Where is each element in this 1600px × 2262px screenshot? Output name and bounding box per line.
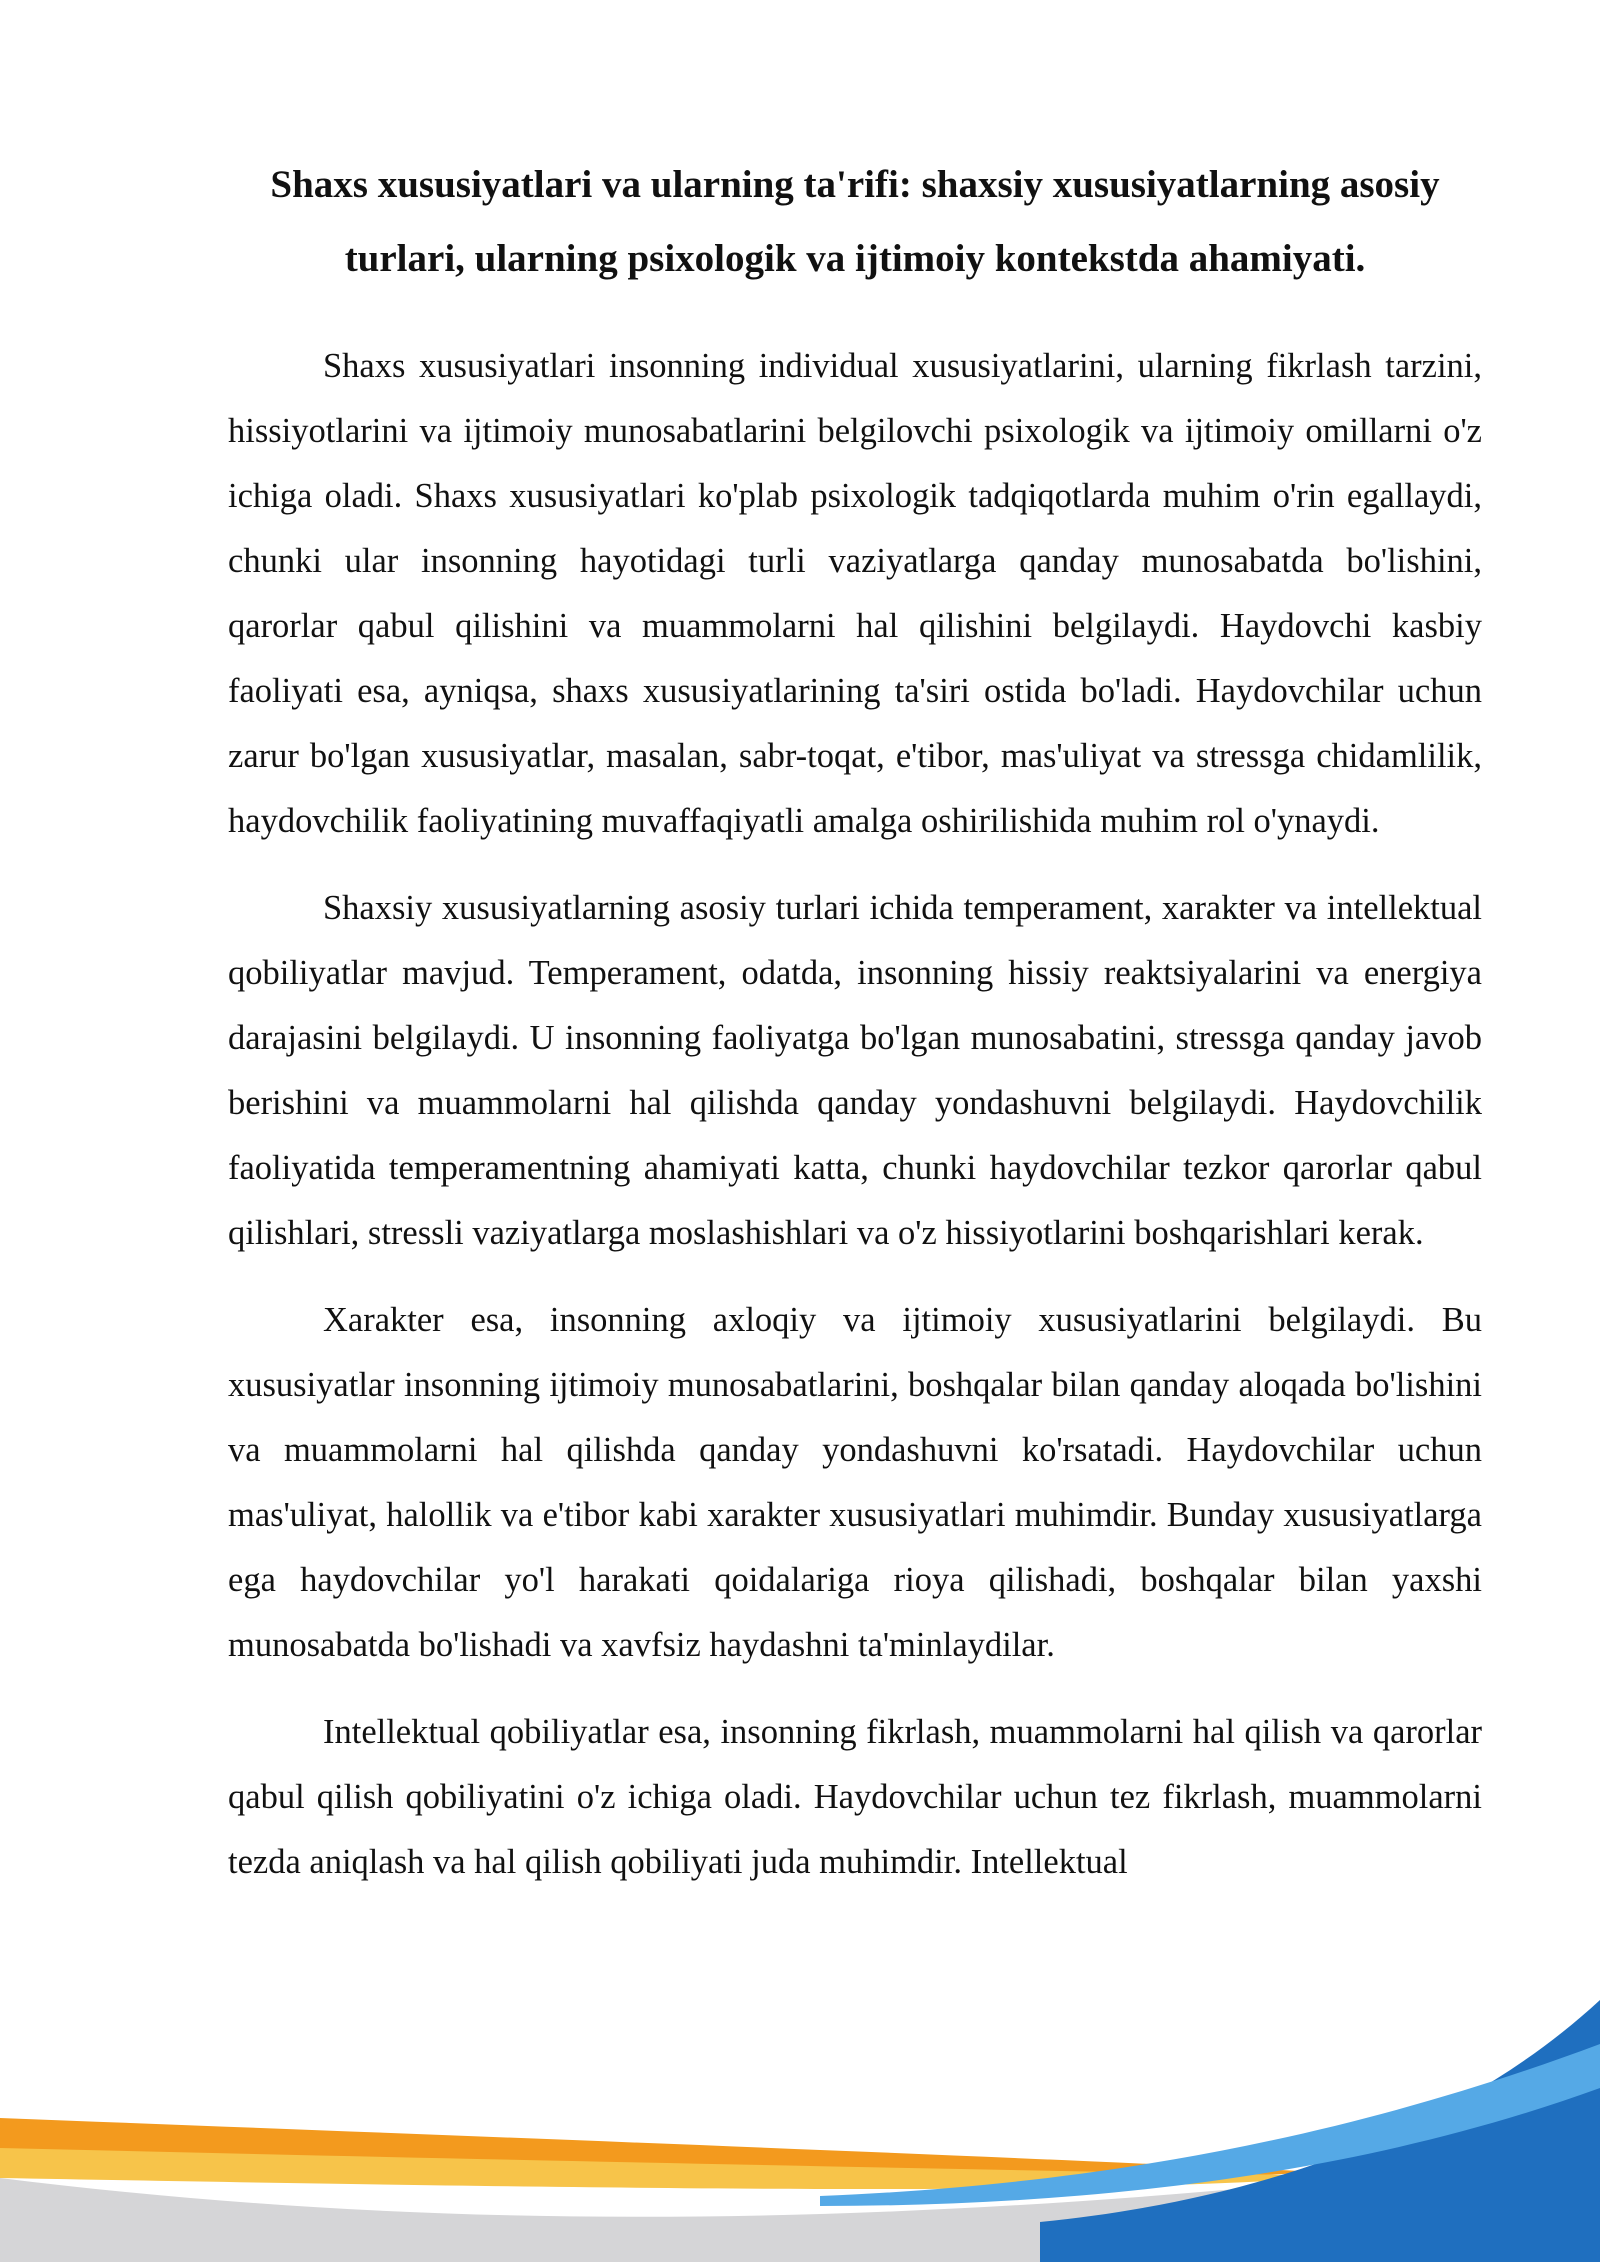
paragraph-4: Intellektual qobiliyatlar esa, insonning fikrlash, muammolarni hal qilish va qarorlar qabul qilish qobiliyatini o'z ichiga oladi. Haydovchilar uchun tez fikrlash, muammolarni tezda aniqlash va hal qilish qobiliyati juda muhimdir. Intellektual [228, 1713, 1482, 1881]
page-content [228, 148, 1482, 1917]
paragraph-2: Shaxsiy xususiyatlarning asosiy turlari ichida temperament, xarakter va intellektual qobiliyatlar mavjud. Temperament, odatda, insonning hissiy reaktsiyalarini va energiya darajasini belgilaydi. U insonning faoliyatga bo'lgan munosabatini, stressga qanday javob berishini va muammolarni hal qilishda qanday yondashuvni belgilaydi. Haydovchilik faoliyatida temperamentning ahamiyati katta, chunki haydovchilar tezkor qarorlar qabul qilishlari, stressli vaziyatlarga moslashishlari va o'z hissiyotlarini boshqarishlari kerak. [228, 889, 1482, 1252]
paragraph-3: Xarakter esa, insonning axloqiy va ijtimoiy xususiyatlarini belgilaydi. Bu xususiyatlar insonning ijtimoiy munosabatlarini, boshqalar bilan qanday aloqada bo'lishini va muammolarni hal qilishda qanday yondashuvni ko'rsatadi. Haydovchilar uchun mas'uliyat, halollik va e'tibor kabi xarakter xususiyatlari muhimdir. Bunday xususiyatlarga ega haydovchilar yo'l harakati qoidalariga rioya qilishadi, boshqalar bilan yaxshi munosabatda bo'lishadi va xavfsiz haydashni ta'minlaydilar. [228, 1301, 1482, 1664]
document-title: Shaxs xususiyatlari va ularning ta'rifi: shaxsiy xususiyatlarning asosiy turlari, ularning psixologik va ijtimoiy kontekstda ahamiyati. [270, 163, 1440, 280]
footer-wave-decoration [0, 2000, 1600, 2262]
paragraph-1: Shaxs xususiyatlari insonning individual xususiyatlarini, ularning fikrlash tarzini, hissiyotlarini va ijtimoiy munosabatlarini belgilovchi psixologik va ijtimoiy omillarni o'z ichiga oladi. Shaxs xususiyatlari ko'plab psixologik tadqiqotlarda muhim o'rin egallaydi, chunki ular insonning hayotidagi turli vaziyatlarga qanday munosabatda bo'lishini, qarorlar qabul qilishini va muammolarni hal qilishini belgilaydi. Haydovchi kasbiy faoliyati esa, ayniqsa, shaxs xususiyatlarining ta'siri ostida bo'ladi. Haydovchilar uchun zarur bo'lgan xususiyatlar, masalan, sabr-toqat, e'tibor, mas'uliyat va stressga chidamlilik, haydovchilik faoliyatining muvaffaqiyatli amalga oshirilishida muhim rol o'ynaydi. [228, 347, 1482, 840]
